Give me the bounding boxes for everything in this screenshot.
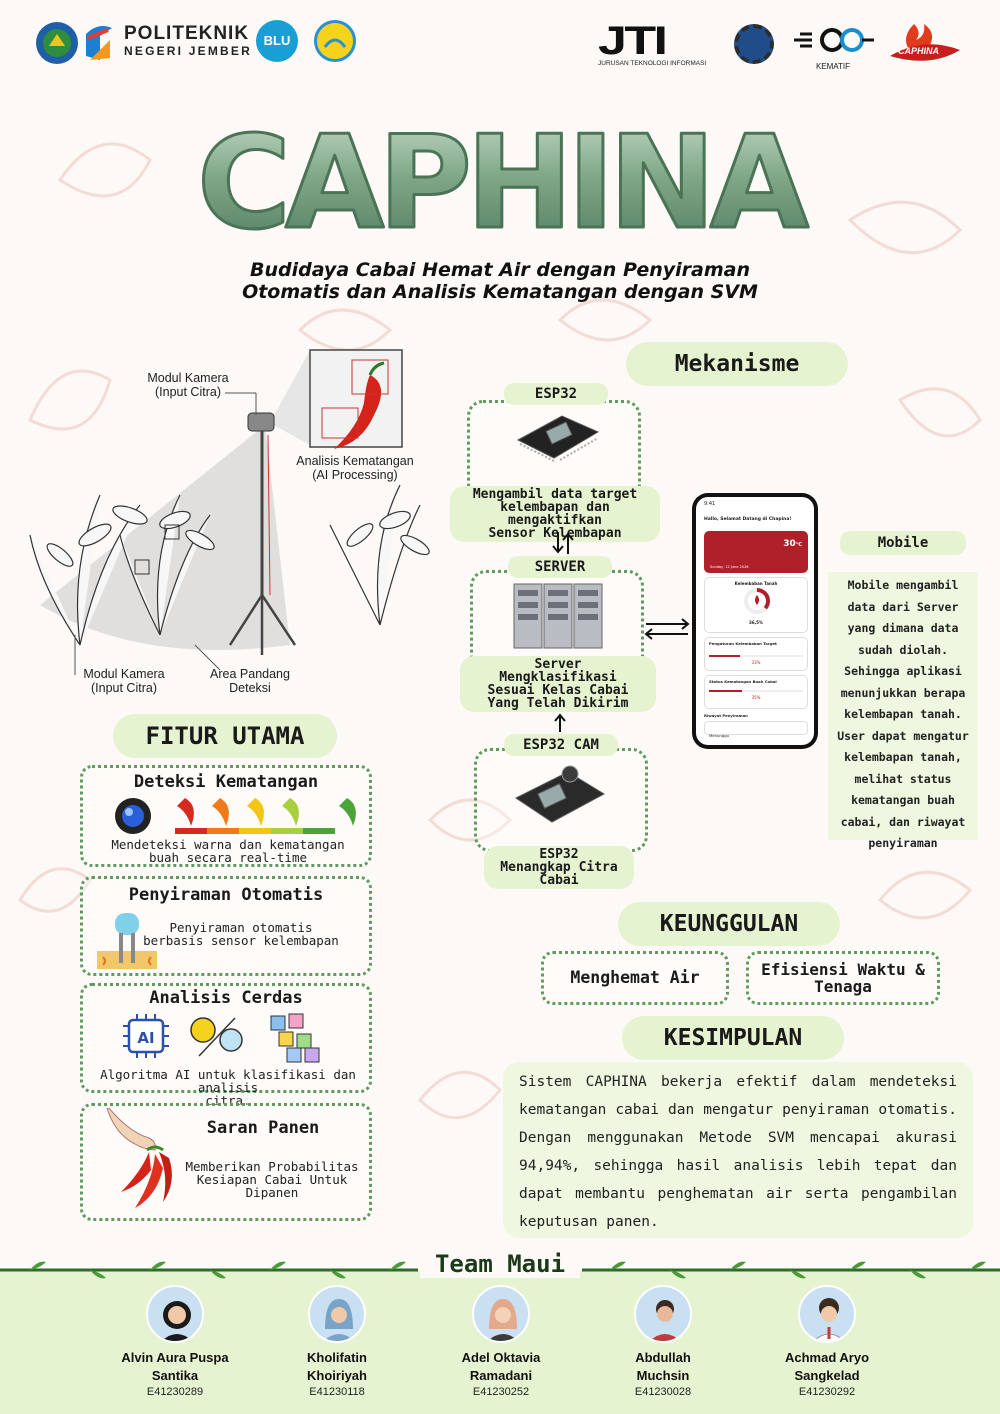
esp32cam-caption xyxy=(484,846,634,889)
caphina-logo xyxy=(884,20,964,66)
esp32cam-label: ESP32 CAM xyxy=(504,734,618,756)
esp32-board-icon xyxy=(512,410,602,466)
feature-card-penyiraman xyxy=(80,876,372,976)
caphina-logo-text: CAPHINA xyxy=(898,46,940,56)
server-caption xyxy=(460,656,656,712)
label-analysis-l1: Analisis Kematangan xyxy=(296,454,414,468)
ripeness-scale-icon xyxy=(175,792,367,838)
phone-ripeness-card xyxy=(704,675,808,709)
avatar xyxy=(308,1285,366,1343)
phone-history-title: Riwayat Penyiraman xyxy=(704,713,748,718)
member-name-l2: Muchsin xyxy=(636,1368,690,1383)
member-name-l1: Abdullah xyxy=(635,1350,691,1365)
camera-lens-icon xyxy=(113,796,153,836)
team-member xyxy=(752,1285,902,1398)
server-caption-l3: Sesuai Kelas Cabai xyxy=(487,683,629,698)
phone-history-item xyxy=(704,721,808,738)
server-caption-l1: Server xyxy=(534,657,582,672)
label-analysis xyxy=(295,454,415,482)
member-name xyxy=(100,1349,250,1385)
feature-title-deteksi: Deteksi Kematangan xyxy=(133,772,319,792)
member-nim: E41230252 xyxy=(472,1386,530,1398)
member-name-l2: Khoiriyah xyxy=(307,1368,367,1383)
institution-name xyxy=(124,24,252,57)
phone-setting-card xyxy=(704,637,808,671)
label-view-area xyxy=(200,667,300,695)
page-title xyxy=(180,105,820,255)
team-member xyxy=(426,1285,576,1398)
kematif-logo xyxy=(790,22,876,71)
feature-desc-saran-panen xyxy=(179,1160,365,1199)
camera-field-diagram xyxy=(20,345,440,705)
blu-logo xyxy=(256,20,298,62)
keunggulan-efisiensi-l1: Efisiensi Waktu & xyxy=(761,960,925,979)
member-nim: E41230289 xyxy=(146,1386,204,1398)
label-camera-bottom-l2: (Input Citra) xyxy=(91,681,157,695)
feature-desc-deteksi-l1: Mendeteksi warna dan kematangan xyxy=(111,837,345,852)
member-name-l2: Santika xyxy=(151,1368,199,1383)
mekanisme-heading: Mekanisme xyxy=(626,342,848,386)
avatar xyxy=(634,1285,692,1343)
server-caption-l4: Yang Telah Dikirim xyxy=(487,696,629,711)
phone-temp-value: 30 xyxy=(783,539,796,549)
label-view-area-l2: Deteksi xyxy=(229,681,271,695)
feature-desc-saran-panen-l1: Memberikan Probabilitas xyxy=(185,1159,359,1174)
label-camera-top-l1: Modul Kamera xyxy=(147,371,229,385)
label-analysis-l2: (AI Processing) xyxy=(312,468,398,482)
jti-logo-text: JTI xyxy=(598,19,666,63)
server-rack-icon xyxy=(512,580,604,650)
jti-logo-caption: JURUSAN TEKNOLOGI INFORMASI xyxy=(598,60,707,67)
subtitle-line1: Budidaya Cabai Hemat Air dengan Penyiraman xyxy=(249,259,751,281)
kesimpulan-text: Sistem CAPHINA bekerja efektif dalam mendeteksi kematangan cabai dan mengatur penyiraman otomatis. Dengan menggunakan Metode SVM mencapai akurasi 94,94%, sehingga hasil analisis lebih tepat dan dapat membantu penghematan air serta pengambilan keputusan panen. xyxy=(503,1062,973,1238)
esp32cam-caption-l2: Menangkap Citra xyxy=(500,860,618,875)
phone-humidity-card xyxy=(704,577,808,633)
phone-greeting: Hallo, Selamat Datang di Chapina! xyxy=(704,517,792,522)
gear-logo-icon xyxy=(734,24,774,64)
letter-blocks-icon xyxy=(269,1012,321,1064)
member-nim: E41230292 xyxy=(798,1386,856,1398)
feature-title-saran-panen: Saran Panen xyxy=(206,1118,320,1138)
hand-chili-icon xyxy=(99,1108,189,1220)
fitur-utama-heading: FITUR UTAMA xyxy=(113,714,337,758)
ai-chip-icon xyxy=(119,1012,173,1060)
phone-humidity-value: 36,5% xyxy=(749,620,763,625)
member-name-l2: Sangkelad xyxy=(794,1368,860,1383)
page-title-text: CAPHINA xyxy=(197,109,803,255)
phone-temp xyxy=(783,539,802,549)
esp32-caption-l3: Sensor Kelembapan xyxy=(488,526,622,541)
keunggulan-heading: KEUNGGULAN xyxy=(618,902,840,946)
member-name xyxy=(588,1349,738,1385)
esp32-label: ESP32 xyxy=(504,383,608,405)
member-name-l1: Kholifatin xyxy=(307,1350,367,1365)
feature-desc-analisis-l2: citra. xyxy=(205,1093,251,1108)
institution-line1: POLITEKNIK xyxy=(124,23,250,44)
label-camera-top-l2: (Input Citra) xyxy=(155,385,221,399)
member-name xyxy=(426,1349,576,1385)
label-camera-bottom-l1: Modul Kamera xyxy=(83,667,165,681)
phone-temp-unit: °C xyxy=(795,542,802,548)
phone-date: Sunday, 12 June 2026 xyxy=(710,565,749,569)
subtitle-line2: Otomatis dan Analisis Kematangan dengan SVM xyxy=(242,281,758,303)
bidirectional-arrow-icon xyxy=(550,530,576,556)
avatar xyxy=(798,1285,856,1343)
server-label: SERVER xyxy=(508,556,612,578)
phone-time: 9:41 xyxy=(704,501,716,507)
keunggulan-card-air xyxy=(541,951,729,1005)
server-caption-l2: Mengklasifikasi xyxy=(499,670,617,685)
feature-desc-analisis xyxy=(87,1068,369,1107)
feature-desc-analisis-l1: Algoritma AI untuk klasifikasi dan analisis xyxy=(100,1067,356,1095)
institution-line2: NEGERI JEMBER xyxy=(124,44,252,58)
member-name xyxy=(752,1349,902,1385)
phone-setting-title: Pengaturan Kelembaban Target xyxy=(709,641,777,646)
feature-card-deteksi xyxy=(80,765,372,867)
mobile-label: Mobile xyxy=(840,531,966,555)
feature-desc-penyiraman-l1: Penyiraman otomatis xyxy=(169,920,313,935)
feature-card-analisis xyxy=(80,983,372,1108)
polije-logo-icon xyxy=(80,20,118,64)
blu-logo-text: BLU xyxy=(263,33,291,48)
jti-logo xyxy=(598,19,718,67)
keunggulan-card-efisiensi xyxy=(746,951,940,1005)
phone-setting-value: 33% xyxy=(751,660,761,665)
keunggulan-efisiensi-l2: Tenaga xyxy=(814,977,872,996)
esp32-caption-l1: Mengambil data target xyxy=(472,487,638,502)
feature-desc-saran-panen-l2: Kesiapan Cabai Untuk xyxy=(196,1172,348,1187)
phone-screen xyxy=(696,497,814,745)
member-name-l1: Alvin Aura Puspa xyxy=(121,1350,229,1365)
page-subtitle xyxy=(180,259,820,303)
feature-card-saran-panen xyxy=(80,1103,372,1221)
phone-ripeness-title: Status Kematangan Buah Cabai xyxy=(709,679,777,684)
member-name-l2: Ramadani xyxy=(469,1368,533,1383)
keunggulan-efisiensi-text xyxy=(749,961,937,995)
feature-desc-penyiraman-l2: berbasis sensor kelembapan xyxy=(143,933,339,948)
feature-title-penyiraman: Penyiraman Otomatis xyxy=(128,885,324,905)
phone-history-item-text: Menunggu xyxy=(709,733,730,738)
avatar xyxy=(472,1285,530,1343)
esp32cam-caption-l3: Cabai xyxy=(539,873,579,888)
server-phone-arrow-icon xyxy=(644,618,690,640)
feature-desc-deteksi-l2: buah secara real-time xyxy=(148,850,308,865)
avatar xyxy=(146,1285,204,1343)
team-heading: Team Maui xyxy=(420,1250,580,1278)
phone-setting-bar xyxy=(709,655,803,657)
member-nim: E41230118 xyxy=(309,1386,365,1398)
up-arrow-icon xyxy=(552,712,568,734)
member-nim: E41230028 xyxy=(634,1386,692,1398)
feature-desc-deteksi xyxy=(87,838,369,864)
humidity-gauge-icon xyxy=(705,586,809,616)
feature-desc-saran-panen-l3: Dipanen xyxy=(245,1185,299,1200)
team-member xyxy=(100,1285,250,1398)
team-member xyxy=(588,1285,738,1398)
kesimpulan-heading: KESIMPULAN xyxy=(622,1016,844,1060)
phone-weather-card xyxy=(704,531,808,573)
esp32cam-caption-l1: ESP32 xyxy=(539,847,579,862)
label-camera-bottom xyxy=(74,667,174,695)
esp32-caption-l2: kelembapan dan mengaktifkan xyxy=(500,500,610,528)
feature-title-analisis: Analisis Cerdas xyxy=(149,988,303,1008)
label-view-area-l1: Area Pandang xyxy=(210,667,290,681)
phone-humidity-title: Kelembaban Tanah xyxy=(734,581,778,586)
jember-regency-logo xyxy=(36,22,78,64)
phone-ripeness-value: 35% xyxy=(751,695,761,700)
ab-bulbs-icon xyxy=(187,1014,247,1060)
kematif-caption: KEMATIF xyxy=(815,62,851,71)
member-name xyxy=(262,1349,412,1385)
member-name-l1: Achmad Aryo xyxy=(784,1350,870,1365)
ai-chip-text: AI xyxy=(137,1029,155,1047)
mobile-phone-mockup xyxy=(692,493,818,749)
team-member xyxy=(262,1285,412,1398)
member-name-l1: Adel Oktavia xyxy=(461,1350,541,1365)
mobile-description: Mobile mengambil data dari Server yang dimana data sudah diolah. Sehingga aplikasi menunjukkan berapa kelembapan tanah. User dapat mengatur kelembapan tanah, melihat status kematangan buah cabai, dan riwayat penyiraman xyxy=(828,572,978,840)
label-camera-top xyxy=(138,371,238,399)
diktiristek-logo xyxy=(314,20,356,62)
feature-desc-penyiraman xyxy=(143,921,339,947)
phone-ripeness-bar xyxy=(709,690,803,692)
esp32cam-board-icon xyxy=(512,758,608,834)
keunggulan-air-text: Menghemat Air xyxy=(570,968,700,987)
